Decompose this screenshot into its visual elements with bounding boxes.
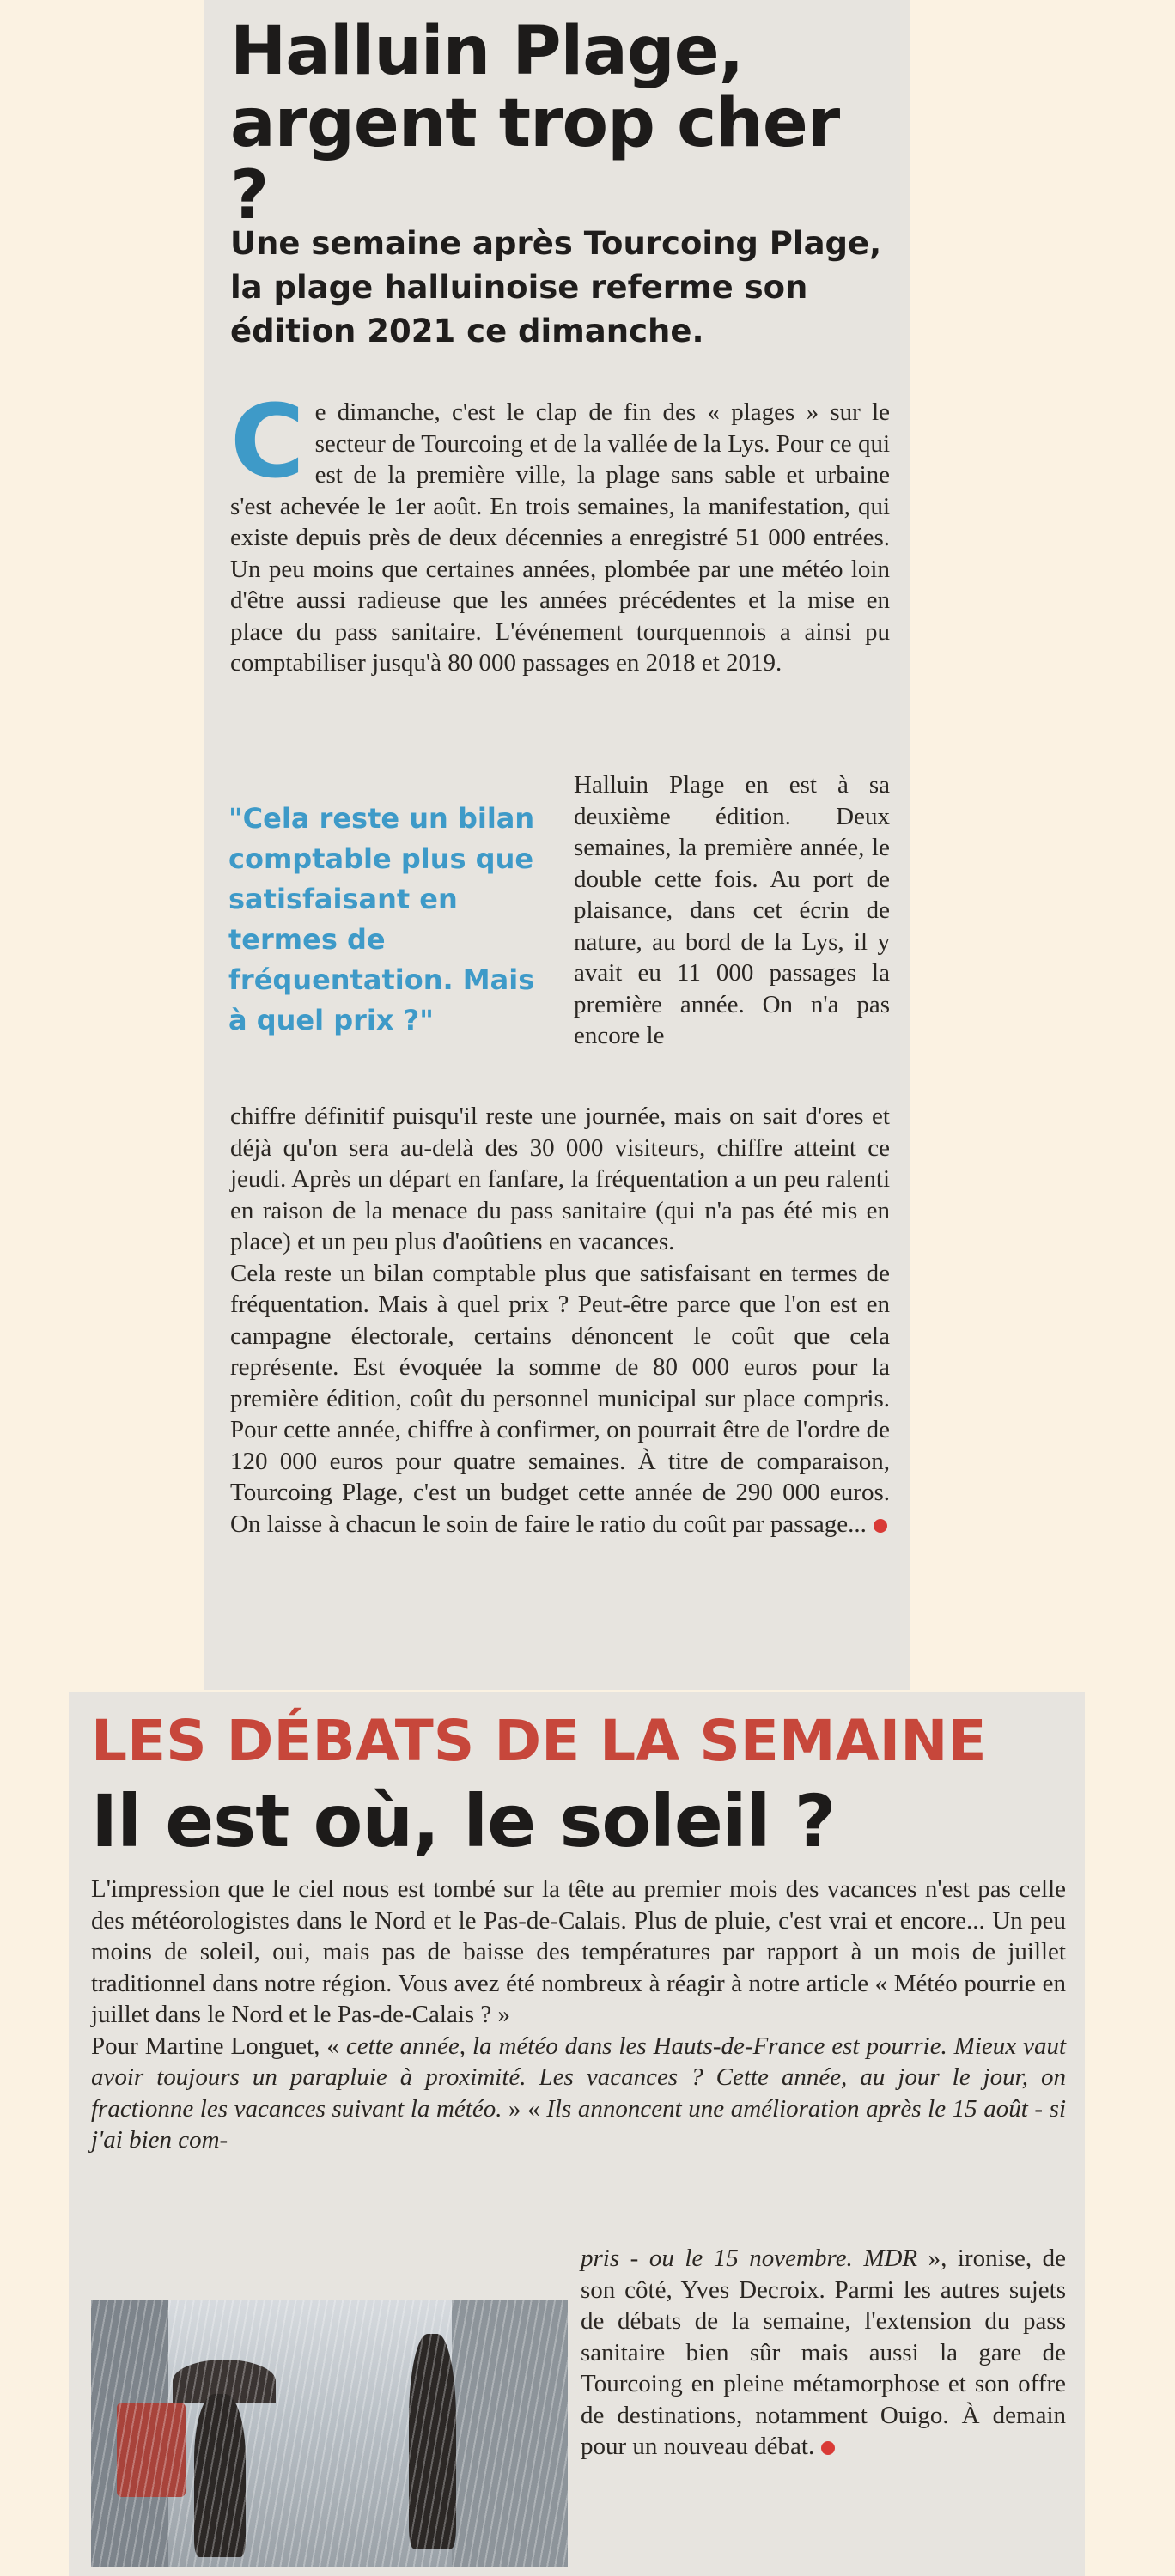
end-of-article-icon — [821, 2441, 835, 2455]
paragraph-2-continued-text: pris - ou le 15 novembre. MDR », ironise, de son côté, Yves Decroix. Parmi les autres sujets de débats de la semaine, l'extension du pass sanitaire bien sûr mais aussi la gare de Tourcoing en pleine métamorphose et son offre de destinations, notamment Ouigo. À demain pour un nouveau débat. — [581, 2245, 1066, 2460]
body-paragraph-2-end — [230, 1101, 890, 1540]
paragraph-2-text: Pour Martine Longuet, « cette année, la météo dans les Hauts-de-France est pourrie. Mieux vaut avoir toujours un parapluie à proximité. Les vacances ? Cette année, au jour le jour, on fractionne les vacances suivant la météo. » « Ils annoncent une amélioration après le 15 août - si j'ai bien com- — [91, 2032, 1067, 2154]
body-paragraph-3 — [230, 1258, 890, 1540]
paragraph-2-end-text: chiffre définitif puisqu'il reste une journée, mais on sait d'ores et déjà qu'on sera au-delà des 30 000 visiteurs, chiffre atteint ce jeudi. Après un départ en fanfare, la fréquentation a un peu ralenti en raison de la menace du pass sanitaire (qui n'a pas été mis en place) et un peu plus d'aoûtiens en vacances. — [230, 1103, 890, 1255]
body-paragraph-1 — [230, 382, 890, 679]
body-paragraph-2-start — [574, 769, 890, 1052]
paragraph-2-start-text: Halluin Plage en est à sa deuxième édition. Deux semaines, la première année, le double cette fois. Au port de plaisance, dans cet écrin de nature, au bord de la Lys, il y avait eu 11 000 passages la première année. On n'a pas encore le — [574, 771, 890, 1049]
headline-line-2: argent trop cher ? — [230, 85, 840, 234]
headline — [230, 15, 892, 232]
headline-line-1: Halluin Plage, — [230, 13, 744, 90]
section-label: LES DÉBATS DE LA SEMAINE — [91, 1708, 987, 1774]
rain-overlay — [91, 2300, 568, 2567]
paragraph-3-text: Cela reste un bilan comptable plus que satisfaisant en termes de fréquentation. Mais à quel prix ? Peut-être parce que l'on est en campagne électorale, certains dénoncent le coût que cela représente. Est évoquée la somme de 80 000 euros pour la première édition, coût du personnel municipal sur place compris. Pour cette année, chiffre à confirmer, on pourrait être de l'ordre de 120 000 euros pour quatre semaines. À titre de comparaison, Tourcoing Plage, c'est un budget cette année de 290 000 euros. On laisse à chacun le soin de faire le ratio du coût par passage... — [230, 1259, 890, 1538]
rainy-street-photo — [91, 2300, 568, 2567]
article-halluin-plage — [204, 0, 910, 1690]
article-debats-semaine — [69, 1692, 1085, 2576]
body-paragraph-2-continued — [581, 2243, 1066, 2463]
article-title: Il est où, le soleil ? — [91, 1779, 836, 1863]
drop-cap: C — [230, 382, 305, 501]
body-paragraph-1 — [91, 1874, 1066, 2156]
end-of-article-icon — [874, 1519, 887, 1533]
paragraph-1-text: e dimanche, c'est le clap de fin des « plages » sur le secteur de Tourcoing et de la vallée de la Lys. Pour ce qui est de la première ville, la plage sans sable et urbaine s'est achevée le 1er août. En trois semaines, la manifestation, qui existe depuis près de deux décennies a enregistré 51 000 entrées. Un peu moins que certaines années, plombée par une météo loin d'être aussi radieuse que les années précédentes et la mise en place du pass sanitaire. L'événement tourquennois a ainsi pu comptabiliser jusqu'à 80 000 passages en 2018 et 2019. — [230, 398, 890, 677]
paragraph-1-text: L'impression que le ciel nous est tombé sur la tête au premier mois des vacances n'est pas celle des météorologistes dans le Nord et le Pas-de-Calais. Plus de pluie, c'est vrai et encore... Un peu moins de soleil, oui, mais pas de baisse des températures par rapport à un mois de juillet traditionnel dans notre région. Vous avez été nombreux à réagir à notre article « Météo pourrie en juillet dans le Nord et le Pas-de-Calais ? » — [91, 1875, 1066, 2028]
standfirst: Une semaine après Tourcoing Plage, la plage halluinoise referme son édition 2021 ce dimanche. — [230, 225, 882, 349]
pull-quote: "Cela reste un bilan comptable plus que satisfaisant en termes de fréquentation. Mais à quel prix ?" — [228, 802, 535, 1036]
